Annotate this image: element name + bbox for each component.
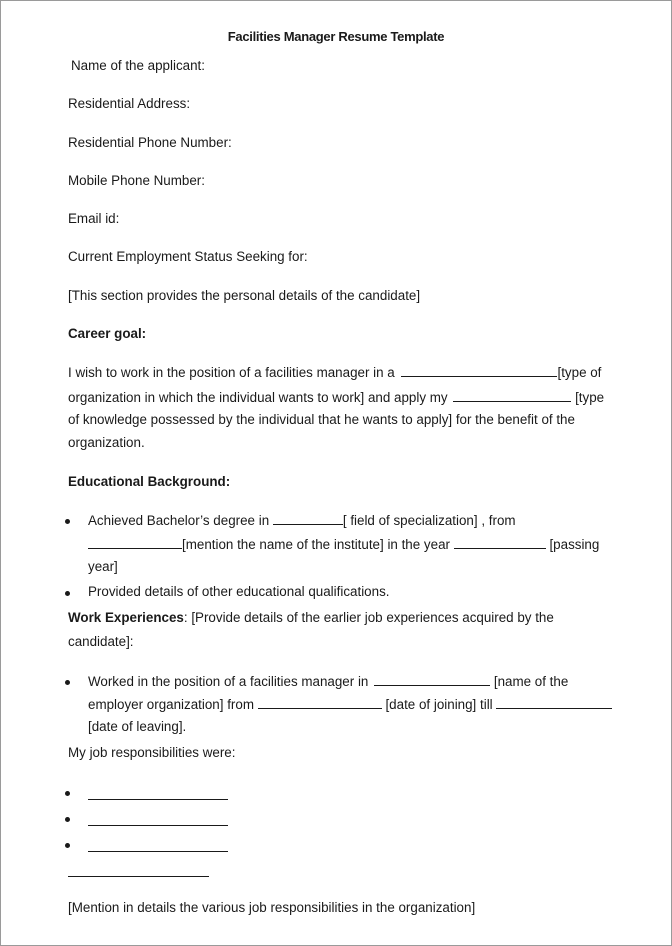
- address-label: Residential Address:: [68, 96, 191, 111]
- responsibilities-note: [Mention in details the various job responsibilities in the organization]: [68, 900, 476, 915]
- career-line-2-tail: [type: [575, 390, 605, 405]
- residential-phone-label: Residential Phone Number:: [68, 135, 232, 150]
- career-line-2: [68, 389, 604, 406]
- institute-text: [mention the name of the institute] in the year: [182, 537, 450, 552]
- work-item-line-3: [date of leaving].: [88, 719, 187, 734]
- email-label: Email id:: [68, 211, 120, 226]
- employer-text: [name of the: [493, 674, 569, 689]
- education-item-1-line-3: year]: [88, 559, 118, 574]
- responsibility-blank-3: [88, 851, 228, 852]
- joining-text: [date of joining] till: [385, 697, 493, 712]
- responsibilities-label: My job responsibilities were:: [68, 745, 236, 760]
- bullet-icon: [65, 817, 70, 822]
- responsibility-blank-1: [88, 799, 228, 800]
- name-label: Name of the applicant:: [71, 58, 205, 73]
- passing-text: [passing: [549, 537, 600, 552]
- education-heading: Educational Background:: [68, 474, 231, 489]
- bullet-icon: [65, 680, 70, 685]
- knowledge-type-blank: [453, 389, 571, 402]
- employment-status-label: Current Employment Status Seeking for:: [68, 249, 308, 264]
- career-line-1: [68, 364, 601, 381]
- specialization-text: [ field of specialization] , from: [342, 513, 516, 528]
- year-blank: [454, 536, 546, 549]
- institute-blank: [88, 536, 182, 549]
- career-line-3: of knowledge possessed by the individual that he wants to apply] for the benefit of the: [68, 412, 575, 427]
- position-text: Worked in the position of a facilities manager in: [88, 674, 369, 689]
- bullet-icon: [65, 791, 70, 796]
- work-heading: Work Experiences: [68, 610, 184, 625]
- personal-details-note: [This section provides the personal details of the candidate]: [68, 288, 421, 303]
- page-title: Facilities Manager Resume Template: [227, 29, 445, 44]
- work-heading-note: : [Provide details of the earlier job experiences acquired by the: [183, 610, 554, 625]
- organization-type-blank: [401, 364, 557, 377]
- bullet-icon: [65, 591, 70, 596]
- bullet-icon: [65, 519, 70, 524]
- work-item-line-2: [88, 696, 612, 713]
- bullet-icon: [65, 843, 70, 848]
- till-date-blank: [496, 696, 612, 709]
- education-item-1-line-1: [88, 512, 516, 529]
- separator-line: [68, 876, 209, 877]
- career-line-1-tail: [type of: [557, 365, 602, 380]
- career-line-1-text: I wish to work in the position of a facilities manager in a: [68, 365, 395, 380]
- work-heading-line-2: candidate]:: [68, 634, 134, 649]
- mobile-phone-label: Mobile Phone Number:: [68, 173, 205, 188]
- career-goal-heading: Career goal:: [68, 326, 147, 341]
- from-date-blank: [258, 696, 382, 709]
- degree-text: Achieved Bachelor’s degree in: [88, 513, 270, 528]
- from-text: employer organization] from: [88, 697, 254, 712]
- career-line-4: organization.: [68, 435, 145, 450]
- work-item-line-1: [88, 673, 568, 690]
- responsibility-blank-2: [88, 825, 228, 826]
- work-heading-line-1: [68, 610, 554, 626]
- career-line-2-text: organization in which the individual wants to work] and apply my: [68, 390, 448, 405]
- employer-blank: [374, 673, 490, 686]
- degree-blank: [273, 512, 343, 525]
- education-item-2: Provided details of other educational qualifications.: [88, 584, 390, 599]
- education-item-1-line-2: [88, 536, 599, 553]
